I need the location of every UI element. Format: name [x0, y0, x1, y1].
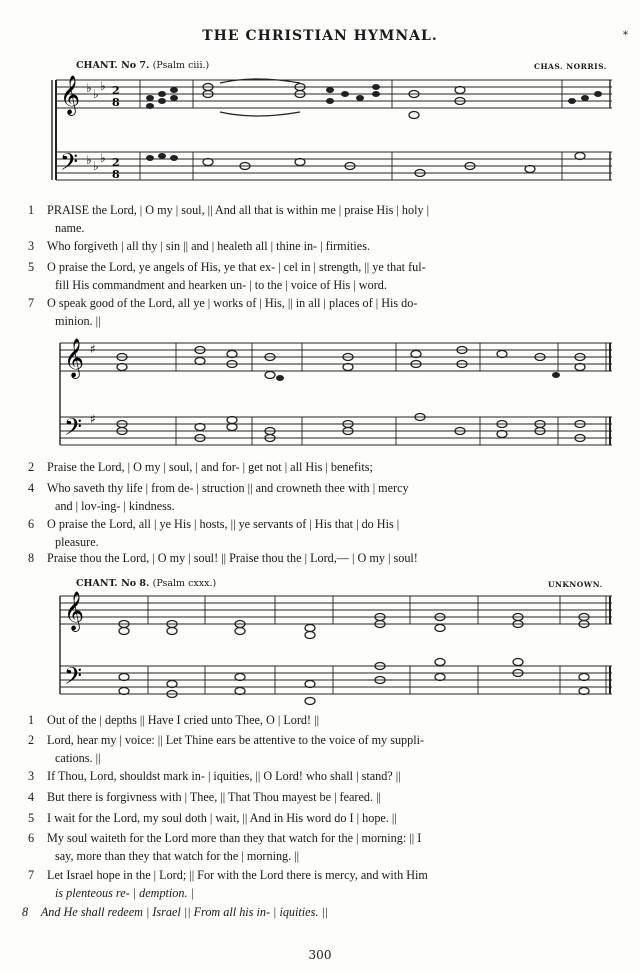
svg-text:8: 8: [112, 96, 120, 109]
svg-text:♭: ♭: [86, 81, 92, 95]
chant7-score-b: [0, 335, 640, 460]
chant8-verse-4: [28, 788, 628, 806]
verse-line: Lord, hear my | voice: || Let Thine ears be attentive to the voice of my suppli-: [47, 733, 425, 747]
verse-line-continued: minion. ||: [55, 314, 101, 328]
svg-text:𝄞: 𝄞: [64, 338, 85, 378]
chant7-verse-8: [28, 549, 628, 567]
verse-line-continued: name.: [55, 221, 85, 235]
verse-line: Out of the | depths || Have I cried unto Thee, O | Lord! ||: [47, 713, 320, 727]
chant7-score-a: [0, 70, 640, 195]
svg-text:𝄞: 𝄞: [60, 75, 81, 115]
chant8-verse-8: [22, 903, 622, 921]
chant7-number: No 7.: [121, 60, 150, 71]
chant7-verse-7: [28, 294, 628, 330]
verse-line-continued: fill His commandment and hearken un- | to the | voice of His | word.: [55, 278, 387, 292]
chant7-verse-3: [28, 237, 628, 255]
chant7-verse-1: [28, 201, 628, 237]
verse-number: 4: [28, 790, 35, 804]
verse-line: But there is forgivness with | Thee, || That Thou mayest be | feared. ||: [47, 790, 381, 804]
verse-line: And He shall redeem | Israel || From all his in- | iquities. ||: [40, 905, 329, 919]
svg-text:♭: ♭: [100, 151, 106, 165]
chant8-verse-5: [28, 809, 628, 827]
verse-line: If Thou, Lord, shouldst mark in- | iquities, || O Lord! who shall | stand? ||: [47, 769, 401, 783]
verse-number: 7: [28, 868, 35, 882]
verse-line-continued: and | lov-ing- | kindness.: [55, 499, 175, 513]
verse-line: Let Israel hope in the | Lord; || For with the Lord there is mercy, and with Him: [47, 868, 428, 882]
svg-text:♭: ♭: [100, 79, 106, 93]
chant7-verse-4: [28, 479, 628, 515]
verse-number: 8: [22, 905, 29, 919]
verse-number: 5: [28, 260, 35, 274]
chant8-verse-6: [28, 829, 628, 865]
chant7-verse-5: [28, 258, 628, 294]
page-number: 300: [308, 948, 332, 962]
chant7-composer: CHAS. NORRIS.: [534, 62, 607, 71]
verse-line-continued: cations. ||: [55, 751, 101, 765]
svg-text:♯: ♯: [90, 412, 96, 426]
verse-line: O praise the Lord, all | ye His | hosts, || ye servants of | His that | do His |: [47, 517, 400, 531]
chant7-verse-6: [28, 515, 628, 551]
verse-number: 6: [28, 831, 35, 845]
svg-text:♭: ♭: [93, 159, 99, 173]
verse-number: 1: [28, 203, 35, 217]
verse-number: 6: [28, 517, 35, 531]
chant8-verse-1: [28, 711, 628, 729]
verse-line: PRAISE the Lord, | O my | soul, || And all that is within me | praise His | holy |: [47, 203, 430, 217]
chant8-score: [0, 588, 640, 713]
verse-line: Who forgiveth | all thy | sin || and | healeth all | thine in- | firmities.: [46, 239, 370, 253]
verse-number: 4: [28, 481, 35, 495]
chant8-label: CHANT.: [76, 578, 118, 589]
chant8-verse-7: [28, 866, 628, 902]
chant8-composer: UNKNOWN.: [548, 580, 603, 589]
chant8-number: No 8.: [121, 578, 150, 589]
verse-line: My soul waiteth for the Lord more than they that watch for the | morning: || I: [47, 831, 422, 845]
chant8-verse-2: [28, 731, 628, 767]
verse-line: Praise the Lord, | O my | soul, | and for- | get not | all His | benefits;: [47, 460, 373, 474]
chant8-verse-3: [28, 767, 628, 785]
svg-text:𝄢: 𝄢: [64, 413, 83, 446]
verse-number: 7: [28, 296, 35, 310]
chant8-psalm: (Psalm cxxx.): [152, 578, 217, 589]
verse-line: O praise the Lord, ye angels of His, ye that ex- | cel in | strength, || ye that ful-: [47, 260, 426, 274]
svg-text:♭: ♭: [86, 153, 92, 167]
verse-line-continued: is plenteous re- | demption. |: [55, 886, 194, 900]
verse-number: 1: [28, 713, 35, 727]
svg-text:♯: ♯: [90, 342, 96, 356]
chant7-label: CHANT.: [76, 60, 118, 71]
chant7-psalm: (Psalm ciii.): [152, 60, 210, 71]
svg-text:2: 2: [112, 156, 120, 169]
chant7-verse-2: [28, 458, 628, 476]
verse-number: 2: [28, 460, 35, 474]
verse-number: 2: [28, 733, 35, 747]
verse-number: 8: [28, 551, 35, 565]
svg-text:𝄢: 𝄢: [60, 148, 79, 181]
svg-text:𝄢: 𝄢: [64, 662, 83, 695]
verse-number: 3: [28, 239, 35, 253]
verse-line-continued: pleasure.: [55, 535, 99, 549]
svg-text:𝄞: 𝄞: [64, 591, 85, 631]
verse-line: O speak good of the Lord, all ye | works of | His, || in all | places of | His do-: [47, 296, 418, 310]
verse-line: Who saveth thy life | from de- | struction || and crowneth thee with | mercy: [46, 481, 409, 495]
verse-number: 3: [28, 769, 35, 783]
verse-line: I wait for the Lord, my soul doth | wait, || And in His word do I | hope. ||: [47, 811, 397, 825]
svg-text:2: 2: [112, 84, 120, 97]
svg-text:8: 8: [112, 168, 120, 181]
corner-mark: *: [623, 30, 628, 41]
verse-line-continued: say, more than they that watch for the | morning. ||: [55, 849, 300, 863]
verse-number: 5: [28, 811, 35, 825]
svg-text:♭: ♭: [93, 87, 99, 101]
verse-line: Praise thou the Lord, | O my | soul! || Praise thou the | Lord,— | O my | soul!: [47, 551, 418, 565]
running-title: THE CHRISTIAN HYMNAL.: [202, 28, 438, 44]
